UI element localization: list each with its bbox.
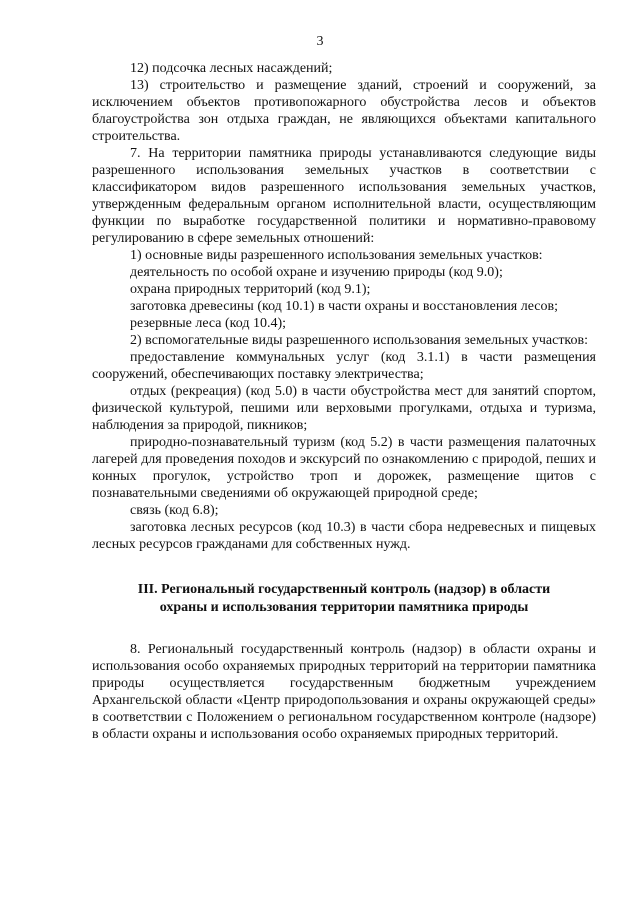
paragraph: предоставление коммунальных услуг (код 3.1.1) в части размещения сооружений, обеспечивающих поставку электричества; — [92, 350, 596, 382]
paragraph: заготовка лесных ресурсов (код 10.3) в части сбора недревесных и пищевых лесных ресурсов гражданами для собственных нужд. — [92, 520, 596, 552]
paragraph: охрана природных территорий (код 9.1); — [130, 282, 371, 297]
paragraph: заготовка древесины (код 10.1) в части охраны и восстановления лесов; — [130, 299, 559, 314]
paragraph: 8. Региональный государственный контроль (надзор) в области охраны и использования особо охраняемых природных территорий на территории памятника природы осуществляется государственным бюджетным учреждением Архангельской области «Центр природопользования и охраны окружающей среды» в соответствии с Положением о региональном государственном контроле (надзоре) в области охраны и использования особо охраняемых природных территорий. — [92, 642, 596, 742]
paragraph: 12) подсочка лесных насаждений; — [130, 61, 333, 76]
paragraph: 13) строительство и размещение зданий, строений и сооружений, за исключением объектов противопожарного обустройства лесов и объектов благоустройства зон отдыха граждан, не являющихся объектами капитального строительства. — [92, 78, 596, 144]
paragraph: 7. На территории памятника природы устанавливаются следующие виды разрешенного использования земельных участков в соответствии с классификатором видов разрешенного использования земельных участков, утвержденным федеральным органом исполнительной власти, осуществляющим функции по выработке государственной политики и нормативно-правовому регулированию в сфере земельных отношений: — [92, 146, 596, 246]
section-heading-line: III. Региональный государственный контроль (надзор) в области — [137, 582, 551, 597]
paragraph: 2) вспомогательные виды разрешенного использования земельных участков: — [130, 333, 589, 348]
paragraph: отдых (рекреация) (код 5.0) в части обустройства мест для занятий спортом, физической культурой, пешими или верховыми прогулками, отдыха и туризма, наблюдения за природой, пикников; — [92, 384, 596, 433]
paragraph: резервные леса (код 10.4); — [130, 316, 287, 331]
section-heading — [92, 581, 596, 617]
paragraph: деятельность по особой охране и изучению природы (код 9.0); — [130, 265, 503, 280]
document-body — [92, 60, 596, 743]
page-number: 3 — [316, 34, 324, 49]
paragraph: природно-познавательный туризм (код 5.2) в части размещения палаточных лагерей для проведения походов и экскурсий по ознакомлению с природой, пеших и конных прогулок, устройство троп и дорожек, размещение щитов с познавательными сведениями об окружающей природной среде; — [92, 435, 596, 501]
section-heading-line: охраны и использования территории памятника природы — [159, 600, 529, 615]
paragraph: связь (код 6.8); — [130, 503, 219, 518]
paragraph: 1) основные виды разрешенного использования земельных участков: — [130, 248, 543, 263]
